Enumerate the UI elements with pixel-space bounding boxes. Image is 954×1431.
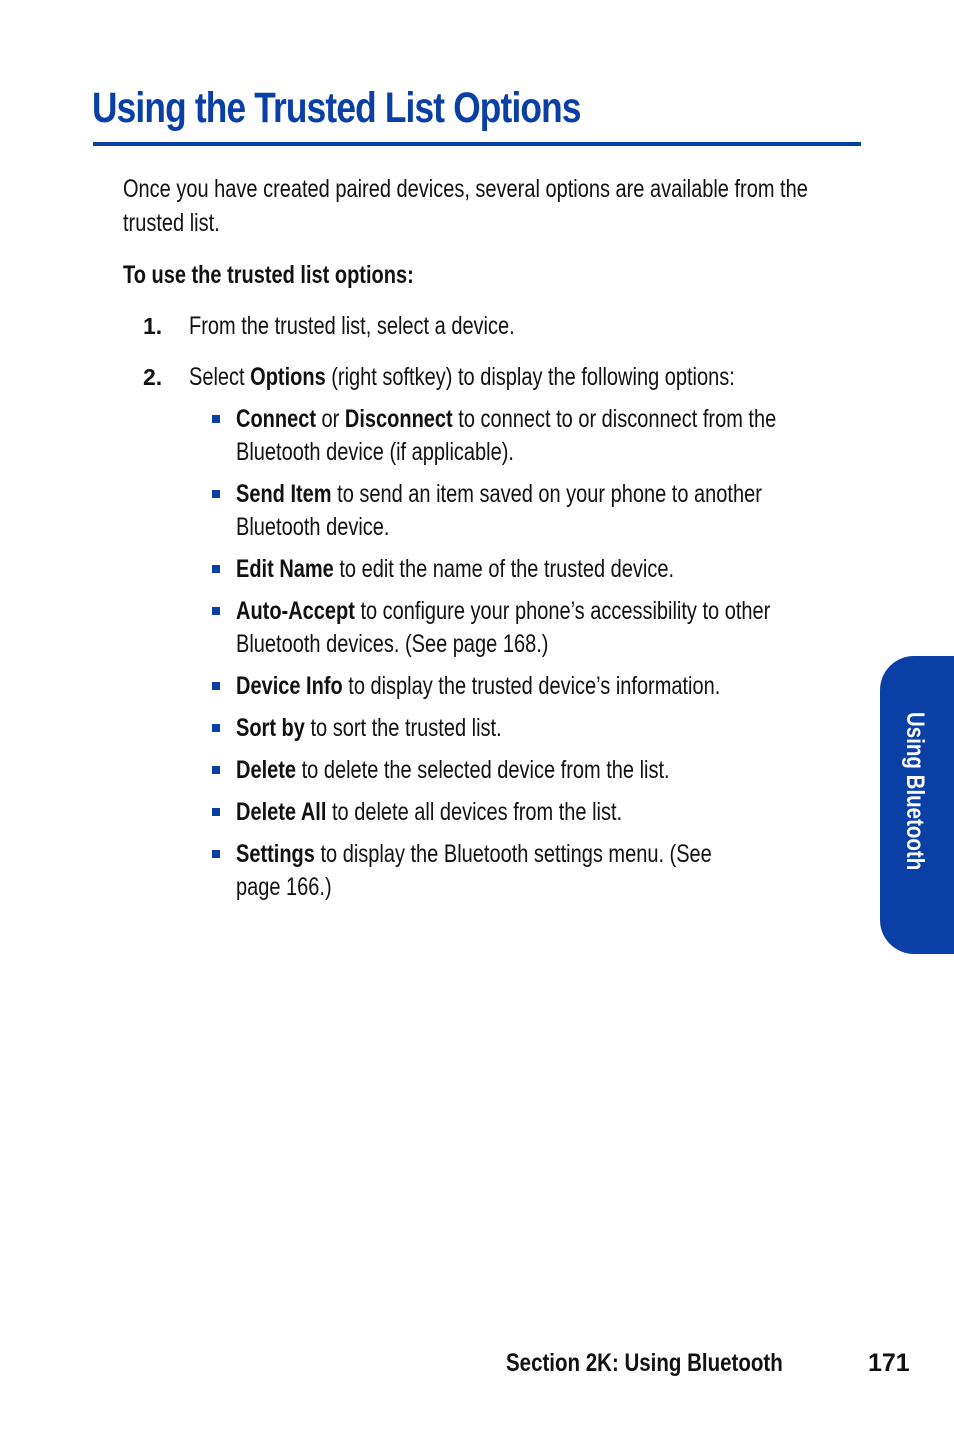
section-side-tab-label: Using Bluetooth <box>901 712 929 871</box>
option-item-edit-name: Edit Name to edit the name of the trusted device. <box>236 555 675 583</box>
step-number: 1. <box>143 313 163 339</box>
square-bullet-icon <box>212 682 220 690</box>
step-number: 2. <box>143 364 163 390</box>
intro-paragraph-line-2: trusted list. <box>123 209 220 237</box>
footer-section-title: Section 2K: Using Bluetooth <box>506 1349 783 1377</box>
option-item-settings: Settings to display the Bluetooth settings menu. (See <box>236 840 712 868</box>
option-item-continuation: Bluetooth devices. (See page 168.) <box>236 630 549 658</box>
square-bullet-icon <box>212 415 220 423</box>
option-item-continuation: page 166.) <box>236 873 332 901</box>
square-bullet-icon <box>212 565 220 573</box>
title-rule <box>93 142 861 146</box>
option-item-connect: Connect or Disconnect to connect to or disconnect from the <box>236 405 777 433</box>
option-item-send-item: Send Item to send an item saved on your phone to another <box>236 480 762 508</box>
option-item-continuation: Bluetooth device (if applicable). <box>236 438 514 466</box>
step-text: From the trusted list, select a device. <box>189 312 515 340</box>
options-softkey-label: Options <box>250 363 326 391</box>
square-bullet-icon <box>212 808 220 816</box>
intro-paragraph-line-1: Once you have created paired devices, several options are available from the <box>123 175 808 203</box>
step-text: Select Options (right softkey) to display the following options: <box>189 363 735 391</box>
option-item-delete: Delete to delete the selected device from the list. <box>236 756 670 784</box>
square-bullet-icon <box>212 724 220 732</box>
square-bullet-icon <box>212 766 220 774</box>
option-item-delete-all: Delete All to delete all devices from the list. <box>236 798 623 826</box>
option-item-auto-accept: Auto-Accept to configure your phone’s accessibility to other <box>236 597 771 625</box>
page-title <box>92 84 688 133</box>
square-bullet-icon <box>212 850 220 858</box>
procedure-heading: To use the trusted list options: <box>123 261 414 289</box>
square-bullet-icon <box>212 607 220 615</box>
page-title-text: Using the Trusted List Options <box>92 84 581 132</box>
option-item-sort-by: Sort by to sort the trusted list. <box>236 714 502 742</box>
option-item-continuation: Bluetooth device. <box>236 513 390 541</box>
option-item-device-info: Device Info to display the trusted device’s information. <box>236 672 721 700</box>
square-bullet-icon <box>212 490 220 498</box>
footer-page-number: 171 <box>868 1349 910 1377</box>
